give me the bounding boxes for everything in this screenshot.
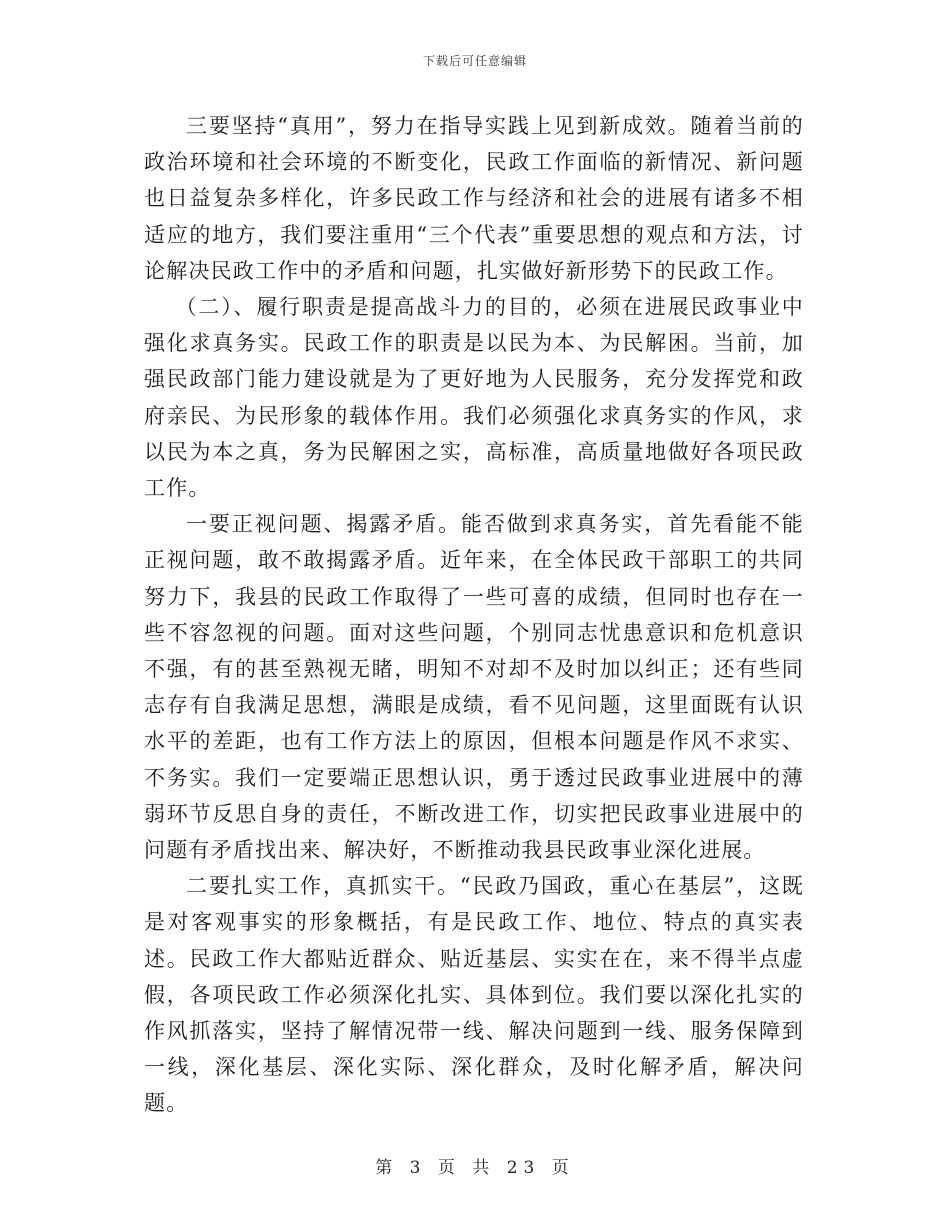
paragraph-3: 一要正视问题、揭露矛盾。能否做到求真务实，首先看能不能正视问题，敢不敢揭露矛盾。近年来，在全体民政干部职工的共同努力下，我县的民政工作取得了一些可喜的成绩，但同时也存在一些不容忽视的问题。面对这些问题，个别同志忧患意识和危机意识不强，有的甚至熟视无睹，明知不对却不及时加以纠正；还有些同志存有自我满足思想，满眼是成绩，看不见问题，这里面既有认识水平的差距，也有工作方法上的原因，但根本问题是作风不求实、不务实。我们一定要端正思想认识，勇于透过民政事业进展中的薄弱环节反思自身的责任，不断改进工作，切实把民政事业进展中的问题有矛盾找出来、解决好，不断推动我县民政事业深化进展。 [144, 512, 804, 863]
paragraph-2: （二）、履行职责是提高战斗力的目的，必须在进展民政事业中强化求真务实。民政工作的职责是以民为本、为民解困。当前，加强民政部门能力建设就是为了更好地为人民服务，充分发挥党和政府亲民、为民形象的载体作用。我们必须强化求真务实的作风，求以民为本之真，务为民解困之实，高标准，高质量地做好各项民政工作。 [144, 295, 804, 501]
paragraph-4: 二要扎实工作，真抓实干。“民政乃国政，重心在基层”，这既是对客观事实的形象概括，有是民政工作、地位、特点的真实表述。民政工作大都贴近群众、贴近基层、实实在在，来不得半点虚假，各项民政工作必须深化扎实、具体到位。我们要以深化扎实的作风抓落实，坚持了解情况带一线、解决问题到一线、服务保障到一线，深化基层、深化实际、深化群众，及时化解矛盾，解决问题。 [144, 874, 804, 1116]
paragraph-1: 三要坚持“真用”，努力在指导实践上见到新成效。随着当前的政治环境和社会环境的不断变化，民政工作面临的新情况、新问题也日益复杂多样化，许多民政工作与经济和社会的进展有诸多不相适应的地方，我们要注重用“三个代表”重要思想的观点和方法，讨论解决民政工作中的矛盾和问题，扎实做好新形势下的民政工作。 [144, 114, 804, 283]
page-number: 第 3 页 共 23 页 [375, 1158, 575, 1178]
document-body [144, 108, 804, 1122]
page-header: 下载后可任意编辑 [422, 54, 527, 68]
